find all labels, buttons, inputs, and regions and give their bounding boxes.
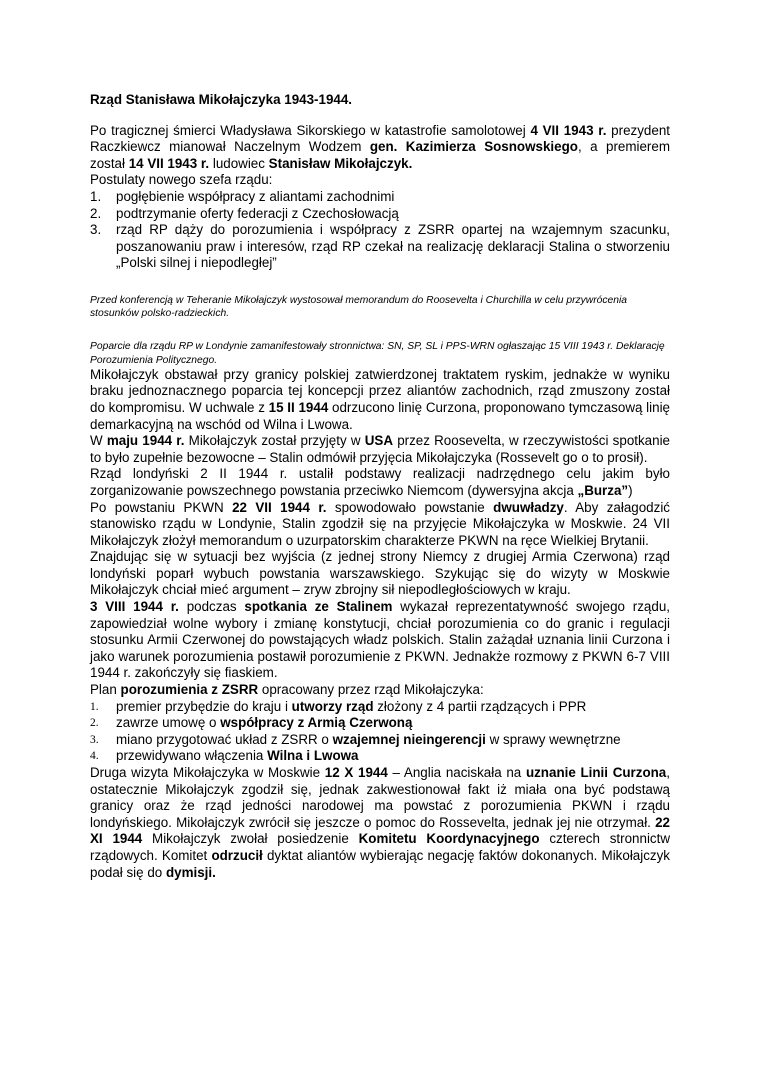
list-text-part: przewidywano włączenia bbox=[116, 748, 268, 764]
p7-text-6: dyktat aliantów wybierając negację faktów dokonanych. Mikołajczyk podał się do bbox=[90, 847, 670, 880]
paragraph-uprising: Znajdując się w sytuacji bez wyjścia (z jednej strony Niemcy z drugiej Armia Czerwona) rząd londyński poparł wybuch powstania warszawskiego. Szykując się do wizyty w Moskwie Mikołajczyk chciał mieć argument – zryw zbrojny sił niepodległościowych w kraju. bbox=[90, 549, 670, 598]
p2-text-1: W bbox=[90, 433, 107, 449]
p2-country: USA bbox=[364, 433, 393, 449]
list-number: 2. bbox=[90, 717, 99, 730]
p6-event: spotkania ze Stalinem bbox=[244, 599, 393, 615]
note-declaration: Poparcie dla rządu RP w Londynie zamanifestowały stronnictwa: SN, SP, SL i PPS-WRN ogłaszając 15 VIII 1943 r. Deklarację Porozumienia Politycznego. bbox=[90, 341, 665, 366]
intro-general-name: gen. Kazimierza Sosnowskiego bbox=[369, 139, 578, 155]
paragraph-usa-visit bbox=[90, 433, 670, 466]
postulates-list bbox=[90, 189, 670, 272]
plan-text-2: opracowany przez rząd Mikołajczyka: bbox=[258, 682, 484, 698]
list-item bbox=[90, 222, 670, 272]
document-title: Rząd Stanisława Mikołajczyka 1943-1944. bbox=[90, 92, 353, 107]
list-text-part: złożony z 4 partii rządzących i PPR bbox=[373, 698, 587, 714]
p3-text-2: ) bbox=[628, 482, 633, 498]
p4-text-2: spowodowało powstanie bbox=[326, 499, 494, 515]
list-number: 3. bbox=[90, 733, 99, 746]
list-text: podtrzymanie oferty federacji z Czechosłowacją bbox=[116, 205, 399, 221]
plan-heading bbox=[90, 682, 670, 699]
p1-text-2: odrzucono linię Curzona, proponowano tymczasową linię demarkacyjną na wschód od Wilna i Lwowa. bbox=[90, 399, 670, 432]
p4-text-1: Po powstaniu PKWN bbox=[90, 499, 233, 515]
intro-text-2: prezydent Raczkiewcz mianował Naczelnym Wodzem bbox=[90, 122, 670, 155]
paragraph-curzon-line bbox=[90, 367, 670, 433]
note-tehran: Przed konferencją w Teheranie Mikołajczyk wystosował memorandum do Roosevelta i Churchilla w celu przywrócenia stosunków polsko-radzieckich. bbox=[90, 294, 628, 320]
list-item bbox=[90, 206, 670, 223]
p7-date-2: 22 XI 1944 bbox=[90, 814, 670, 847]
intro-text-3: , a premierem został bbox=[90, 139, 670, 171]
p1-text-1: Mikołajczyk obstawał przy granicy polskiej zatwierdzonej traktatem ryskim, jednakże w wyniku braku jednoznacznego poparcia tej koncepcji przez aliantów zachodnich, rząd zmuszony został do kompromisu. W uchwale z bbox=[90, 366, 670, 415]
p2-text-3: przez Roosevelta, w rzeczywistości spotkanie to było zupełnie bezowocne – Stalin odmówił przyjęcia Mikołajczyka (Rossevelt go o to prosił). bbox=[90, 433, 670, 465]
plan-term: porozumienia z ZSRR bbox=[120, 682, 259, 698]
list-text-bold: Wilna i Lwowa bbox=[267, 748, 359, 764]
list-number: 2. bbox=[90, 205, 102, 221]
p6-text-1: podczas bbox=[178, 599, 245, 615]
list-number: 3. bbox=[90, 222, 102, 238]
p7-text-1: Druga wizyta Mikołajczyka w Moskwie bbox=[90, 765, 325, 780]
paragraph-second-visit bbox=[90, 765, 670, 881]
p4-date: 22 VII 1944 r. bbox=[232, 499, 327, 515]
plan-list bbox=[90, 699, 670, 765]
document-body bbox=[90, 92, 670, 881]
p7-curzon: uznanie Linii Curzona bbox=[525, 765, 667, 780]
list-text bbox=[116, 699, 670, 716]
intro-date-2: 14 VII 1943 r. bbox=[128, 155, 210, 171]
list-text-part: miano przygotować układ z ZSRR o bbox=[116, 731, 333, 747]
p7-text-3: , ostatecznie Mikołajczyk zgodził się, jednak zakwestionował fakt iż miała ona być podstawą granicy oraz że rząd jedności narodowej ma powstać z porozumienia PKWN i rządu londyńskiego. Mikołajczyk zwrócił się jeszcze o pomoc do Rossevelta, jednak jej nie otrzymał. bbox=[90, 765, 670, 830]
p7-resignation: dymisji. bbox=[165, 864, 216, 880]
list-number: 1. bbox=[90, 700, 99, 713]
p7-text-4: Mikołajczyk zwołał posiedzenie bbox=[142, 831, 359, 847]
list-item bbox=[90, 699, 670, 716]
postulates-heading: Postulaty nowego szefa rządu: bbox=[90, 172, 273, 188]
intro-text-4: ludowiec bbox=[209, 155, 269, 171]
p4-text-3: . Aby załagodzić stanowisko rządu w Londynie, Stalin zgodził się na przyjęcie Mikołajczyka w Moskwie. 24 VII Mikołajczyk złożył memorandum o uzurpatorskim charakterze PKWN na ręce Wielkiej Brytanii. bbox=[90, 499, 670, 548]
p6-text-2: wykazał reprezentatywność swojego rządu, zapowiedział wolne wybory i zmianę konstytucji, chciał porozumienia co do granic i regulacji stosunku Armii Czerwonej do powstających władz polskich. Stalin zażądał uznania linii Curzona i jako warunek porozumienia postawił porozumienie z PKWN. Jednakże rozmowy z PKWN 6-7 VIII 1944 r. zakończyły się fiaskiem. bbox=[90, 599, 670, 681]
list-text bbox=[116, 732, 670, 749]
p2-text-2: Mikołajczyk został przyjęty w bbox=[184, 433, 365, 449]
list-text: rząd RP dąży do porozumienia i współpracy z ZSRR opartej na wzajemnym szacunku, poszanowaniu praw i interesów, rząd RP czekał na realizację deklaracji Stalina o stworzeniu „Polski silnej i niepodległej” bbox=[116, 222, 670, 271]
p1-date: 15 II 1944 bbox=[268, 399, 329, 415]
p2-date: maju 1944 r. bbox=[106, 433, 185, 449]
list-text-part: w sprawy wewnętrzne bbox=[485, 731, 621, 747]
list-text bbox=[116, 748, 670, 765]
list-text: pogłębienie współpracy z aliantami zachodnimi bbox=[116, 188, 395, 204]
p7-date-1: 12 X 1944 bbox=[324, 765, 388, 780]
p7-text-2: – Anglia naciskała na bbox=[387, 765, 526, 780]
list-item bbox=[90, 748, 670, 765]
p6-date: 3 VIII 1944 r. bbox=[90, 599, 179, 615]
list-text-part: premier przybędzie do kraju i bbox=[116, 698, 292, 714]
list-item bbox=[90, 715, 670, 732]
intro-date-1: 4 VII 1943 r. bbox=[530, 122, 607, 138]
p3-text-1: Rząd londyński 2 II 1944 r. ustalił podstawy realizacji nadrzędnego celu jakim było zorganizowanie powszechnego powstania przeciwko Niemcom (dywersyjna akcja bbox=[90, 466, 670, 498]
intro-paragraph bbox=[90, 123, 670, 173]
intro-text-1: Po tragicznej śmierci Władysława Sikorskiego w katastrofie samolotowej bbox=[90, 122, 531, 138]
list-number: 4. bbox=[90, 750, 99, 763]
paragraph-burza bbox=[90, 466, 670, 499]
p3-action-name: „Burza” bbox=[577, 482, 629, 498]
p7-committee: Komitetu Koordynacyjnego bbox=[358, 831, 540, 847]
list-number: 1. bbox=[90, 188, 102, 204]
paragraph-pkwn bbox=[90, 500, 670, 550]
p7-rejected: odrzucił bbox=[211, 847, 263, 863]
list-item bbox=[90, 732, 670, 749]
list-text-part: zawrze umowę o bbox=[116, 715, 221, 731]
list-text bbox=[116, 715, 670, 732]
paragraph-stalin-meeting bbox=[90, 599, 670, 682]
list-text-bold: utworzy rząd bbox=[291, 698, 374, 714]
plan-text-1: Plan bbox=[90, 682, 121, 698]
intro-premier-name: Stanisław Mikołajczyk. bbox=[268, 155, 413, 171]
list-text-bold: wzajemnej nieingerencji bbox=[332, 731, 486, 747]
p4-term: dwuwładzy bbox=[493, 499, 564, 515]
p7-text-5: czterech stronnictw rządowych. Komitet bbox=[90, 831, 671, 863]
list-text-bold: współpracy z Armią Czerwoną bbox=[220, 715, 413, 731]
list-item bbox=[90, 189, 670, 206]
